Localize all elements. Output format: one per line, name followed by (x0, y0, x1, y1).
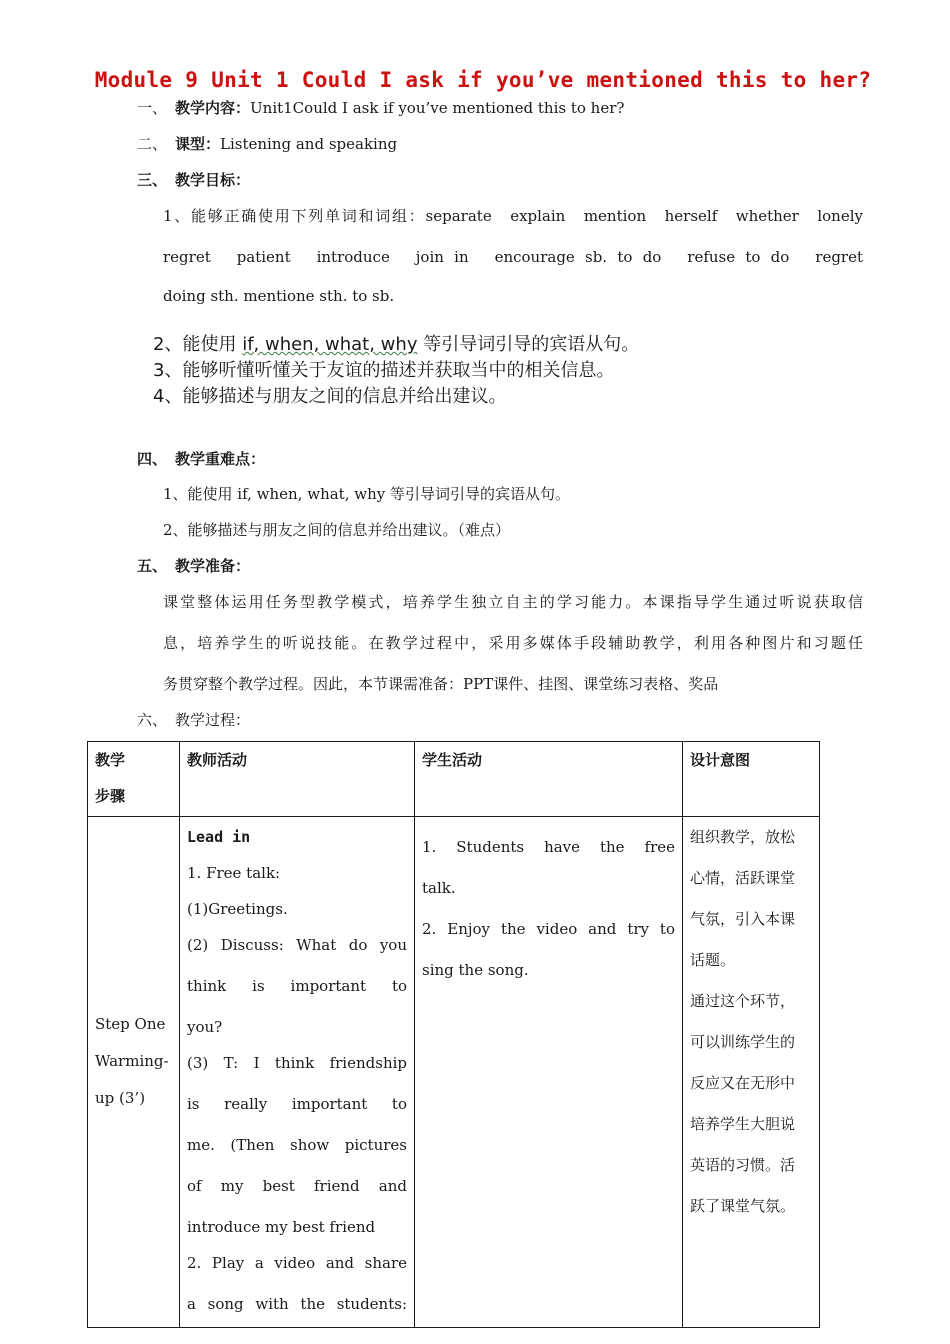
header-step (88, 742, 180, 817)
section-label: 课型： (175, 135, 221, 153)
section-text: Unit1Could I ask if you’ve mentioned this to her? (250, 99, 625, 117)
cell-student (415, 817, 683, 1328)
header-teacher: 教师活动 (180, 742, 415, 817)
key-point-2: 2、能够描述与朋友之间的信息并给出建议。（难点） (163, 521, 511, 539)
preparation-line-3: 务贯穿整个教学过程。因此，本节课需准备：PPT课件、挂图、课堂练习表格、奖品 (163, 675, 719, 693)
intent-line: 培养学生大胆说 (690, 1115, 796, 1133)
section-number: 二、 (137, 135, 168, 153)
intent-line: 跃了课堂气氛。 (690, 1197, 796, 1215)
teacher-line: a song with the students: (187, 1295, 407, 1313)
header-student: 学生活动 (415, 742, 683, 817)
teacher-line: you? (187, 1018, 223, 1036)
section-number: 一、 (137, 99, 168, 117)
header-step-line-1: 教学 (95, 751, 126, 769)
teacher-line: (1)Greetings. (187, 900, 288, 918)
teacher-line: of my best friend and (187, 1177, 407, 1195)
cell-step (88, 817, 180, 1328)
table-header-row (88, 742, 820, 817)
section-label: 教学过程： (175, 711, 251, 729)
intent-line: 心情，活跃课堂 (690, 869, 796, 887)
section-number: 五、 (137, 557, 168, 575)
student-line: talk. (422, 879, 456, 897)
section-objectives (137, 169, 250, 190)
teacher-line: 2. Play a video and share (187, 1254, 407, 1272)
section-type (137, 133, 397, 154)
section-label: 教学内容： (175, 99, 251, 117)
section-text: Listening and speaking (220, 135, 398, 153)
objective-2-suffix: 等引导词引导的宾语从句。 (417, 334, 640, 355)
section-number: 六、 (137, 711, 168, 729)
objective-4: 4、能够描述与朋友之间的信息并给出建议。 (153, 386, 507, 407)
teacher-line: (2) Discuss: What do you (187, 936, 407, 954)
preparation-line-1: 课堂整体运用任务型教学模式，培养学生独立自主的学习能力。本课指导学生通过听说获取信 (163, 593, 863, 611)
page-title: Module 9 Unit 1 Could I ask if you’ve mentioned this to her? (94, 68, 872, 92)
student-line: 2. Enjoy the video and try to (422, 920, 675, 938)
objective-1-line-3: doing sth. mentione sth. to sb. (163, 287, 395, 305)
key-point-1: 1、能使用 if, when, what, why 等引导词引导的宾语从句。 (163, 485, 570, 503)
section-label: 教学重难点： (175, 450, 266, 468)
step-line: up (3’) (95, 1089, 146, 1107)
intent-line: 话题。 (690, 951, 736, 969)
header-intent: 设计意图 (683, 742, 820, 817)
section-key-points (137, 448, 265, 469)
teacher-line: Lead in (187, 828, 251, 846)
teacher-line: (3) T: I think friendship (187, 1054, 407, 1072)
section-process (137, 709, 250, 730)
intent-line: 英语的习惯。活 (690, 1156, 796, 1174)
section-number: 三、 (137, 171, 168, 189)
preparation-line-2: 息，培养学生的听说技能。在教学过程中，采用多媒体手段辅助教学，利用各种图片和习题任 (163, 634, 863, 652)
section-label: 教学目标： (175, 171, 251, 189)
teacher-line: think is important to (187, 977, 407, 995)
teaching-process-table (87, 741, 820, 1328)
intent-line: 气氛，引入本课 (690, 910, 796, 928)
objective-3: 3、能够听懂听懂关于友谊的描述并获取当中的相关信息。 (153, 360, 615, 381)
cell-teacher (180, 817, 415, 1328)
header-step-line-2: 步骤 (95, 787, 126, 805)
section-label: 教学准备： (175, 557, 251, 575)
teacher-line: me. (Then show pictures (187, 1136, 407, 1154)
student-line: 1. Students have the free (422, 838, 675, 856)
objective-2-keywords: if, when, what, why (242, 334, 418, 355)
step-line: Warming- (95, 1052, 169, 1070)
cell-intent (683, 817, 820, 1328)
objective-1-line-1: 1、能够正确使用下列单词和词组：separate explain mention herself whether lonely (163, 207, 863, 225)
teacher-line: is really important to (187, 1095, 407, 1113)
section-number: 四、 (137, 450, 168, 468)
objective-1-line-2: regret patient introduce join in encourage sb. to do refuse to do regret (163, 248, 863, 266)
intent-line: 通过这个环节， (690, 992, 796, 1010)
section-content (137, 97, 624, 118)
teacher-line: 1. Free talk: (187, 864, 281, 882)
table-row (88, 817, 820, 1328)
teacher-line: introduce my best friend (187, 1218, 376, 1236)
intent-line: 反应又在无形中 (690, 1074, 796, 1092)
step-line: Step One (95, 1015, 166, 1033)
intent-line: 组织教学，放松 (690, 828, 796, 846)
objective-2-prefix: 2、能使用 (153, 334, 243, 355)
intent-line: 可以训练学生的 (690, 1033, 796, 1051)
objective-2 (153, 330, 639, 356)
student-line: sing the song. (422, 961, 529, 979)
section-preparation (137, 555, 250, 576)
